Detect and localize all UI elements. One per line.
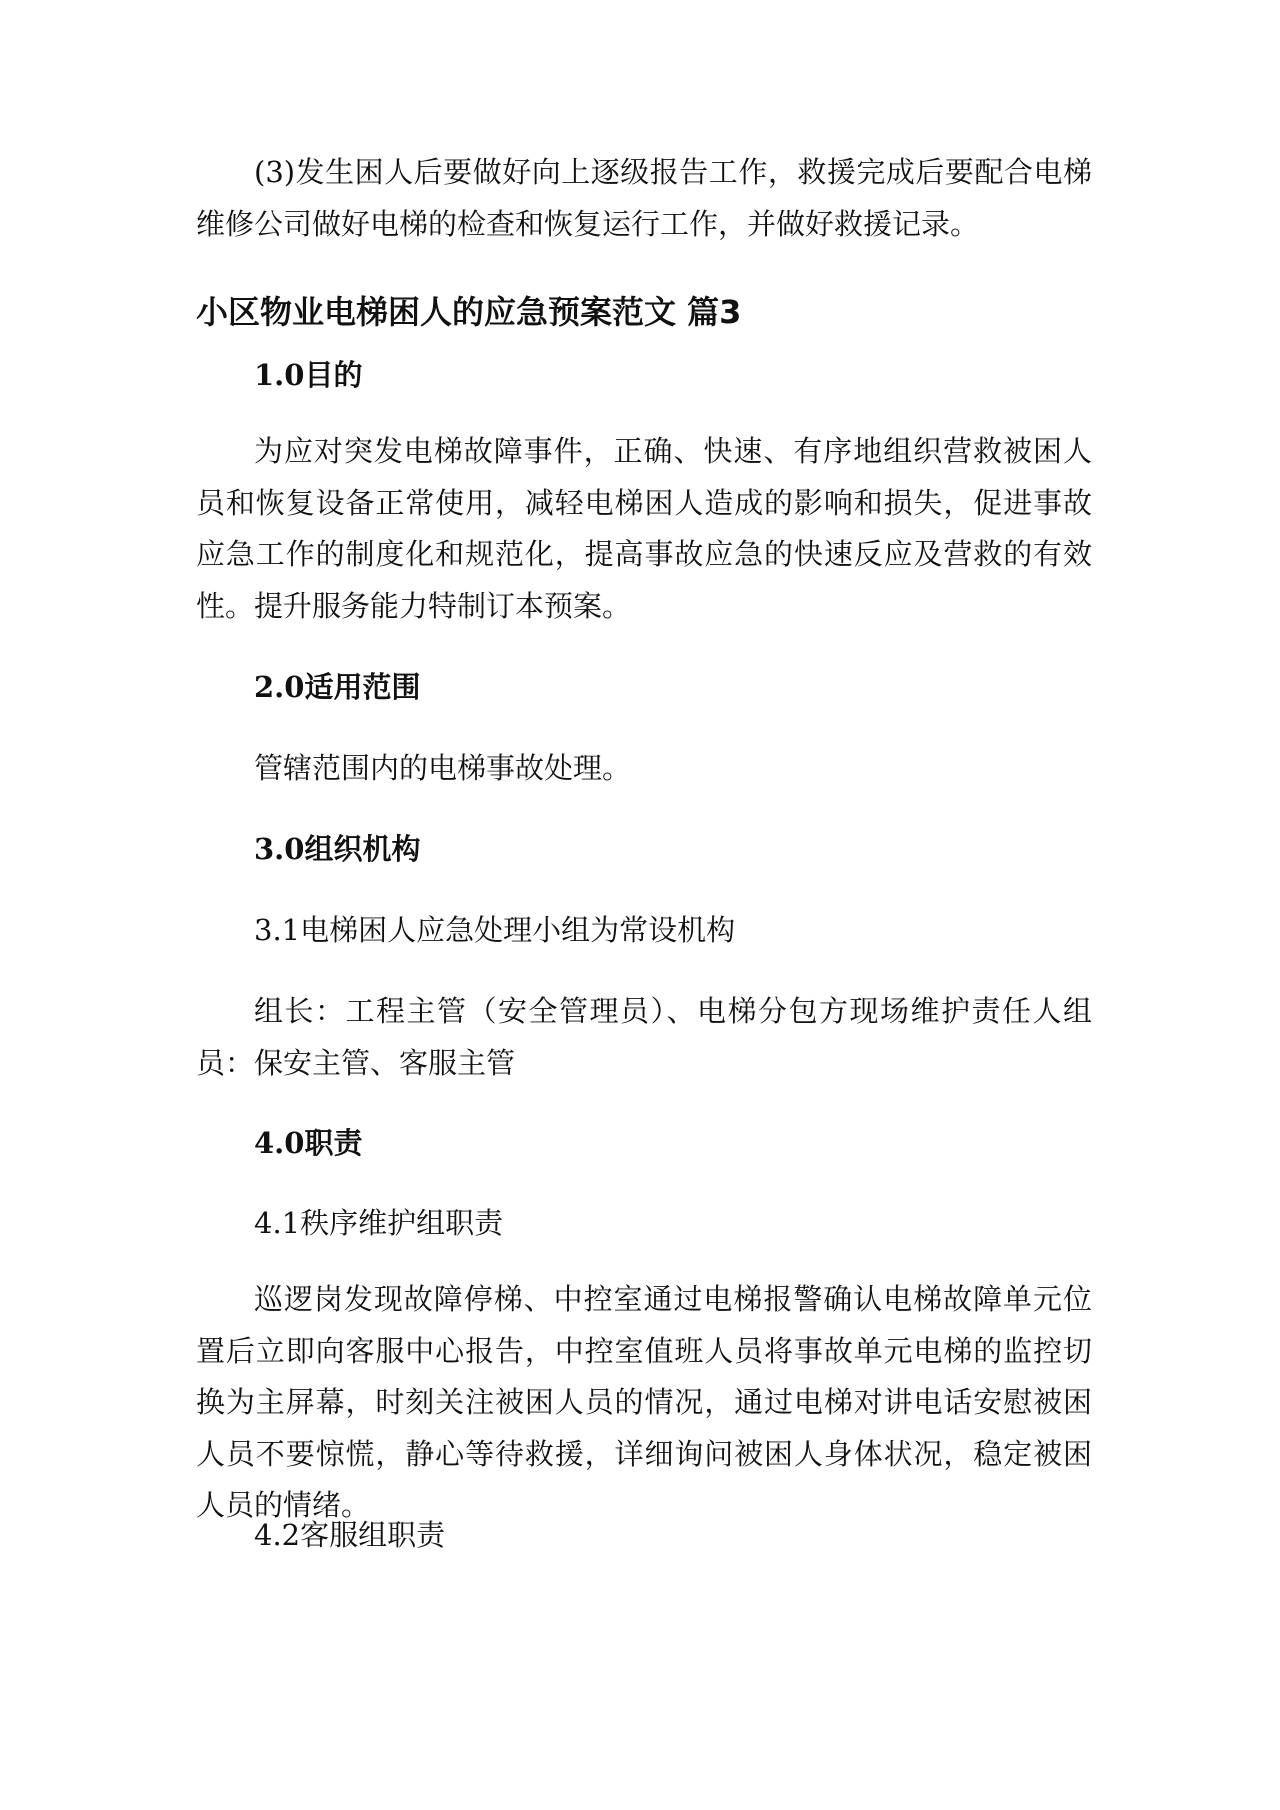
heading-4-2: 4.2客服组职责: [254, 1518, 446, 1552]
heading-4-1: 4.1秩序维护组职责: [254, 1206, 504, 1240]
paragraph-members: 组长：工程主管（安全管理员）、电梯分包方现场维护责任人组员：保安主管、客服主管: [196, 994, 1092, 1080]
heading-3-1: 3.1电梯困人应急处理小组为常设机构: [254, 913, 736, 947]
heading-duties: 4.0职责: [254, 1126, 363, 1160]
paragraph-purpose: 为应对突发电梯故障事件，正确、快速、有序地组织营救被困人员和恢复设备正常使用，减轻电梯困人造成的影响和损失，促进事故应急工作的制度化和规范化，提高事故应急的快速反应及营救的有效性。提升服务能力特制订本预案。: [196, 434, 1092, 623]
section-title: 小区物业电梯困人的应急预案范文 篇3: [196, 293, 742, 331]
paragraph-order-duty: 巡逻岗发现故障停梯、中控室通过电梯报警确认电梯故障单元位置后立即向客服中心报告，中控室值班人员将事故单元电梯的监控切换为主屏幕，时刻关注被困人员的情况，通过电梯对讲电话安慰被困人员不要惊慌，静心等待救援，详细询问被困人身体状况，稳定被困人员的情绪。: [196, 1282, 1092, 1522]
paragraph-scope: 管辖范围内的电梯事故处理。: [254, 751, 632, 785]
heading-scope: 2.0适用范围: [254, 670, 421, 704]
heading-organization: 3.0组织机构: [254, 832, 421, 866]
paragraph-rescue-record: (3)发生困人后要做好向上逐级报告工作，救援完成后要配合电梯维修公司做好电梯的检查和恢复运行工作，并做好救援记录。: [196, 155, 1092, 241]
heading-purpose: 1.0目的: [254, 358, 363, 392]
